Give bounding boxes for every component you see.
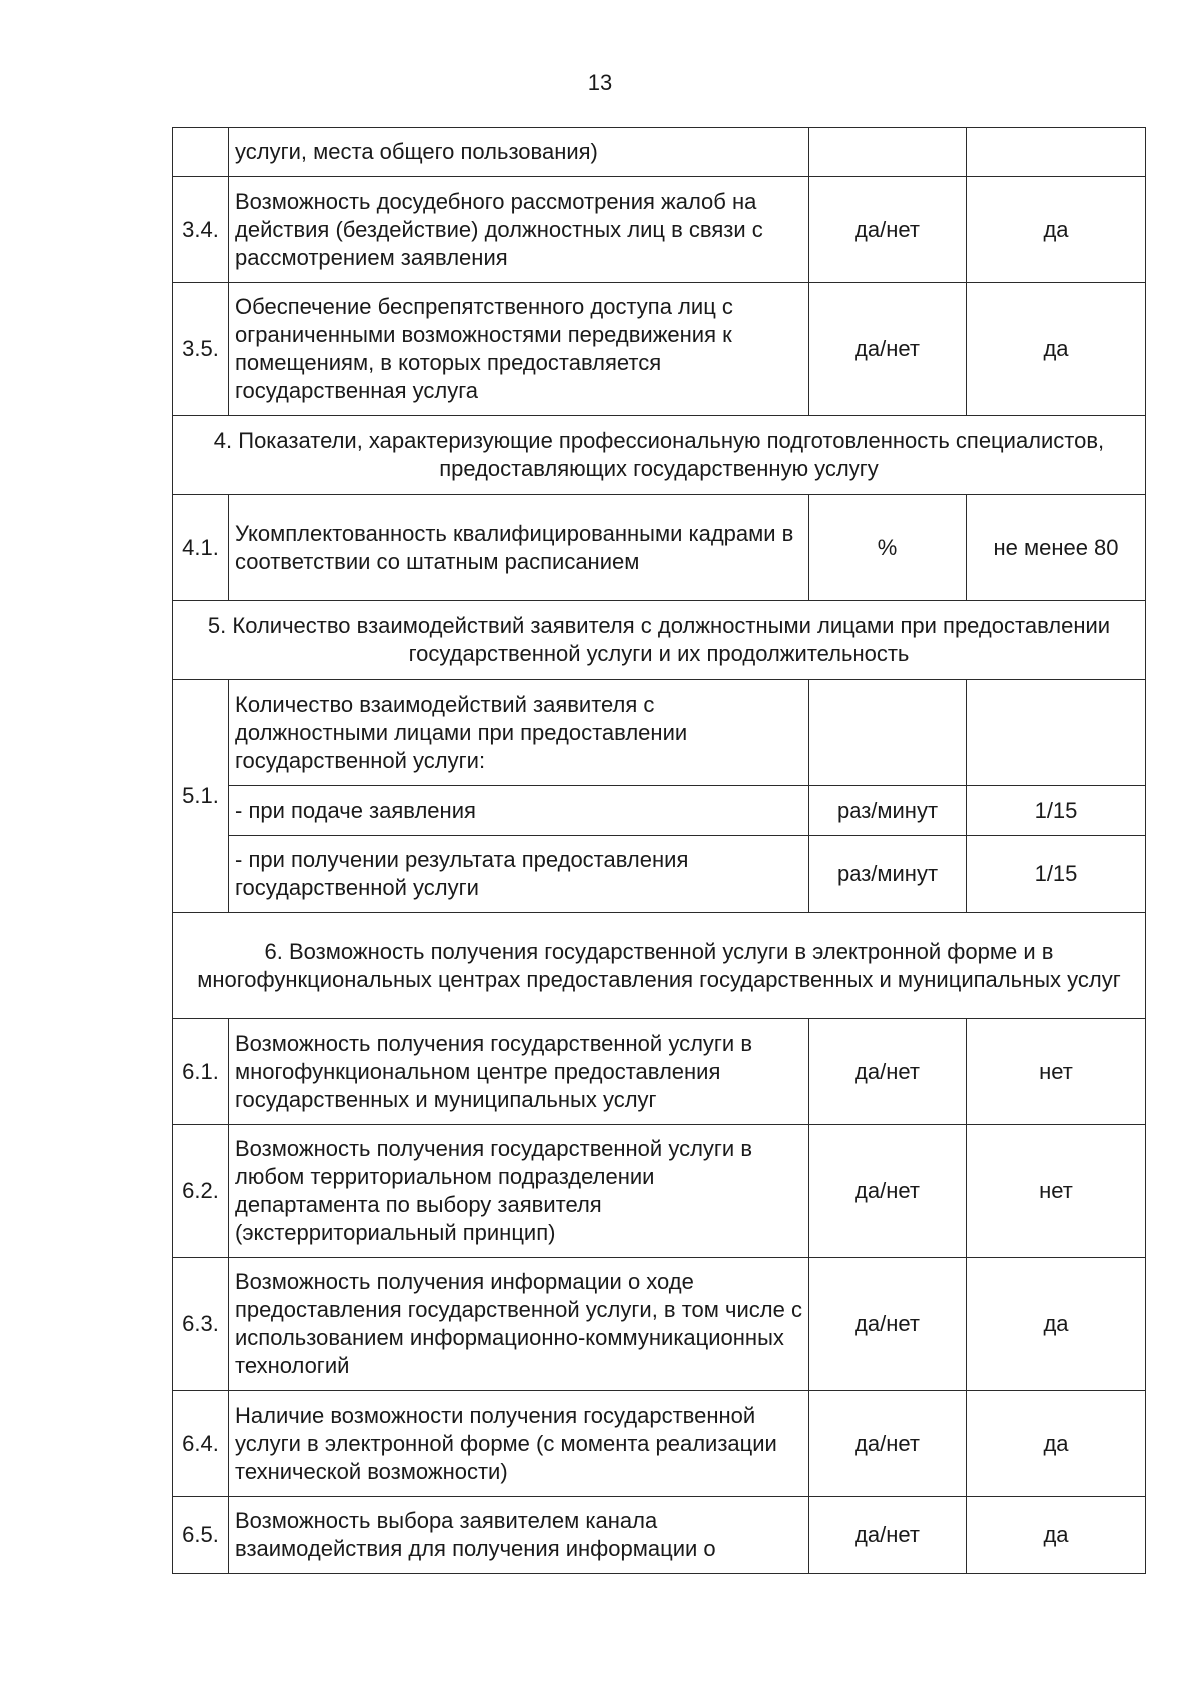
row-value [967, 128, 1146, 177]
section-header-row [173, 601, 1146, 680]
row-number: 6.1. [173, 1019, 229, 1125]
row-value: да [967, 1497, 1146, 1574]
row-unit: да/нет [809, 177, 967, 283]
table-row [173, 128, 1146, 177]
row-description: услуги, места общего пользования) [229, 128, 809, 177]
section-header-row [173, 416, 1146, 495]
table-row [173, 177, 1146, 283]
table-row [173, 1258, 1146, 1391]
row-value: да [967, 1391, 1146, 1497]
row-description: Возможность выбора заявителем канала взаимодействия для получения информации о [229, 1497, 809, 1574]
row-description: Укомплектованность квалифицированными кадрами в соответствии со штатным расписанием [229, 495, 809, 601]
table-row [173, 786, 1146, 836]
row-value: да [967, 1258, 1146, 1391]
table-row [173, 495, 1146, 601]
indicators-table [172, 127, 1146, 1574]
table-row [173, 1125, 1146, 1258]
row-unit: да/нет [809, 1391, 967, 1497]
row-unit [809, 128, 967, 177]
row-unit [809, 680, 967, 786]
table-row [173, 283, 1146, 416]
row-value: не менее 80 [967, 495, 1146, 601]
row-unit: да/нет [809, 283, 967, 416]
row-number: 4.1. [173, 495, 229, 601]
table-row [173, 680, 1146, 786]
row-value: нет [967, 1125, 1146, 1258]
row-number: 6.4. [173, 1391, 229, 1497]
row-unit: % [809, 495, 967, 601]
row-value: нет [967, 1019, 1146, 1125]
table-row [173, 1019, 1146, 1125]
row-unit: да/нет [809, 1125, 967, 1258]
row-number: 3.5. [173, 283, 229, 416]
row-description: Количество взаимодействий заявителя с должностными лицами при предоставлении государственной услуги: [229, 680, 809, 786]
section-title-4: 4. Показатели, характеризующие профессиональную подготовленность специалистов, предоставляющих государственную услугу [173, 416, 1146, 495]
table-row [173, 1497, 1146, 1574]
row-unit: да/нет [809, 1497, 967, 1574]
row-number: 6.3. [173, 1258, 229, 1391]
page-number: 13 [587, 70, 613, 95]
row-description: Возможность получения информации о ходе предоставления государственной услуги, в том числе с использованием информационно-коммуникационных технологий [229, 1258, 809, 1391]
row-number: 6.5. [173, 1497, 229, 1574]
row-description: Обеспечение беспрепятственного доступа лиц с ограниченными возможностями передвижения к помещениям, в которых предоставляется государственная услуга [229, 283, 809, 416]
row-value: да [967, 177, 1146, 283]
row-description: Наличие возможности получения государственной услуги в электронной форме (с момента реализации технической возможности) [229, 1391, 809, 1497]
section-title-6: 6. Возможность получения государственной услуги в электронной форме и в многофункциональных центрах предоставления государственных и муниципальных услуг [173, 913, 1146, 1019]
row-value [967, 680, 1146, 786]
row-value: 1/15 [967, 836, 1146, 913]
row-unit: раз/минут [809, 786, 967, 836]
row-description: Возможность получения государственной услуги в многофункциональном центре предоставления государственных и муниципальных услуг [229, 1019, 809, 1125]
row-description: - при подаче заявления [229, 786, 809, 836]
row-unit: раз/минут [809, 836, 967, 913]
row-unit: да/нет [809, 1258, 967, 1391]
row-number: 3.4. [173, 177, 229, 283]
row-value: 1/15 [967, 786, 1146, 836]
row-description: - при получении результата предоставления государственной услуги [229, 836, 809, 913]
row-unit: да/нет [809, 1019, 967, 1125]
row-description: Возможность досудебного рассмотрения жалоб на действия (бездействие) должностных лиц в связи с рассмотрением заявления [229, 177, 809, 283]
section-header-row [173, 913, 1146, 1019]
table-row [173, 836, 1146, 913]
row-number [173, 128, 229, 177]
row-value: да [967, 283, 1146, 416]
table-row [173, 1391, 1146, 1497]
section-title-5: 5. Количество взаимодействий заявителя с должностными лицами при предоставлении государственной услуги и их продолжительность [173, 601, 1146, 680]
row-number: 5.1. [173, 680, 229, 913]
row-description: Возможность получения государственной услуги в любом территориальном подразделении департамента по выбору заявителя (экстерриториальный принцип) [229, 1125, 809, 1258]
row-number: 6.2. [173, 1125, 229, 1258]
